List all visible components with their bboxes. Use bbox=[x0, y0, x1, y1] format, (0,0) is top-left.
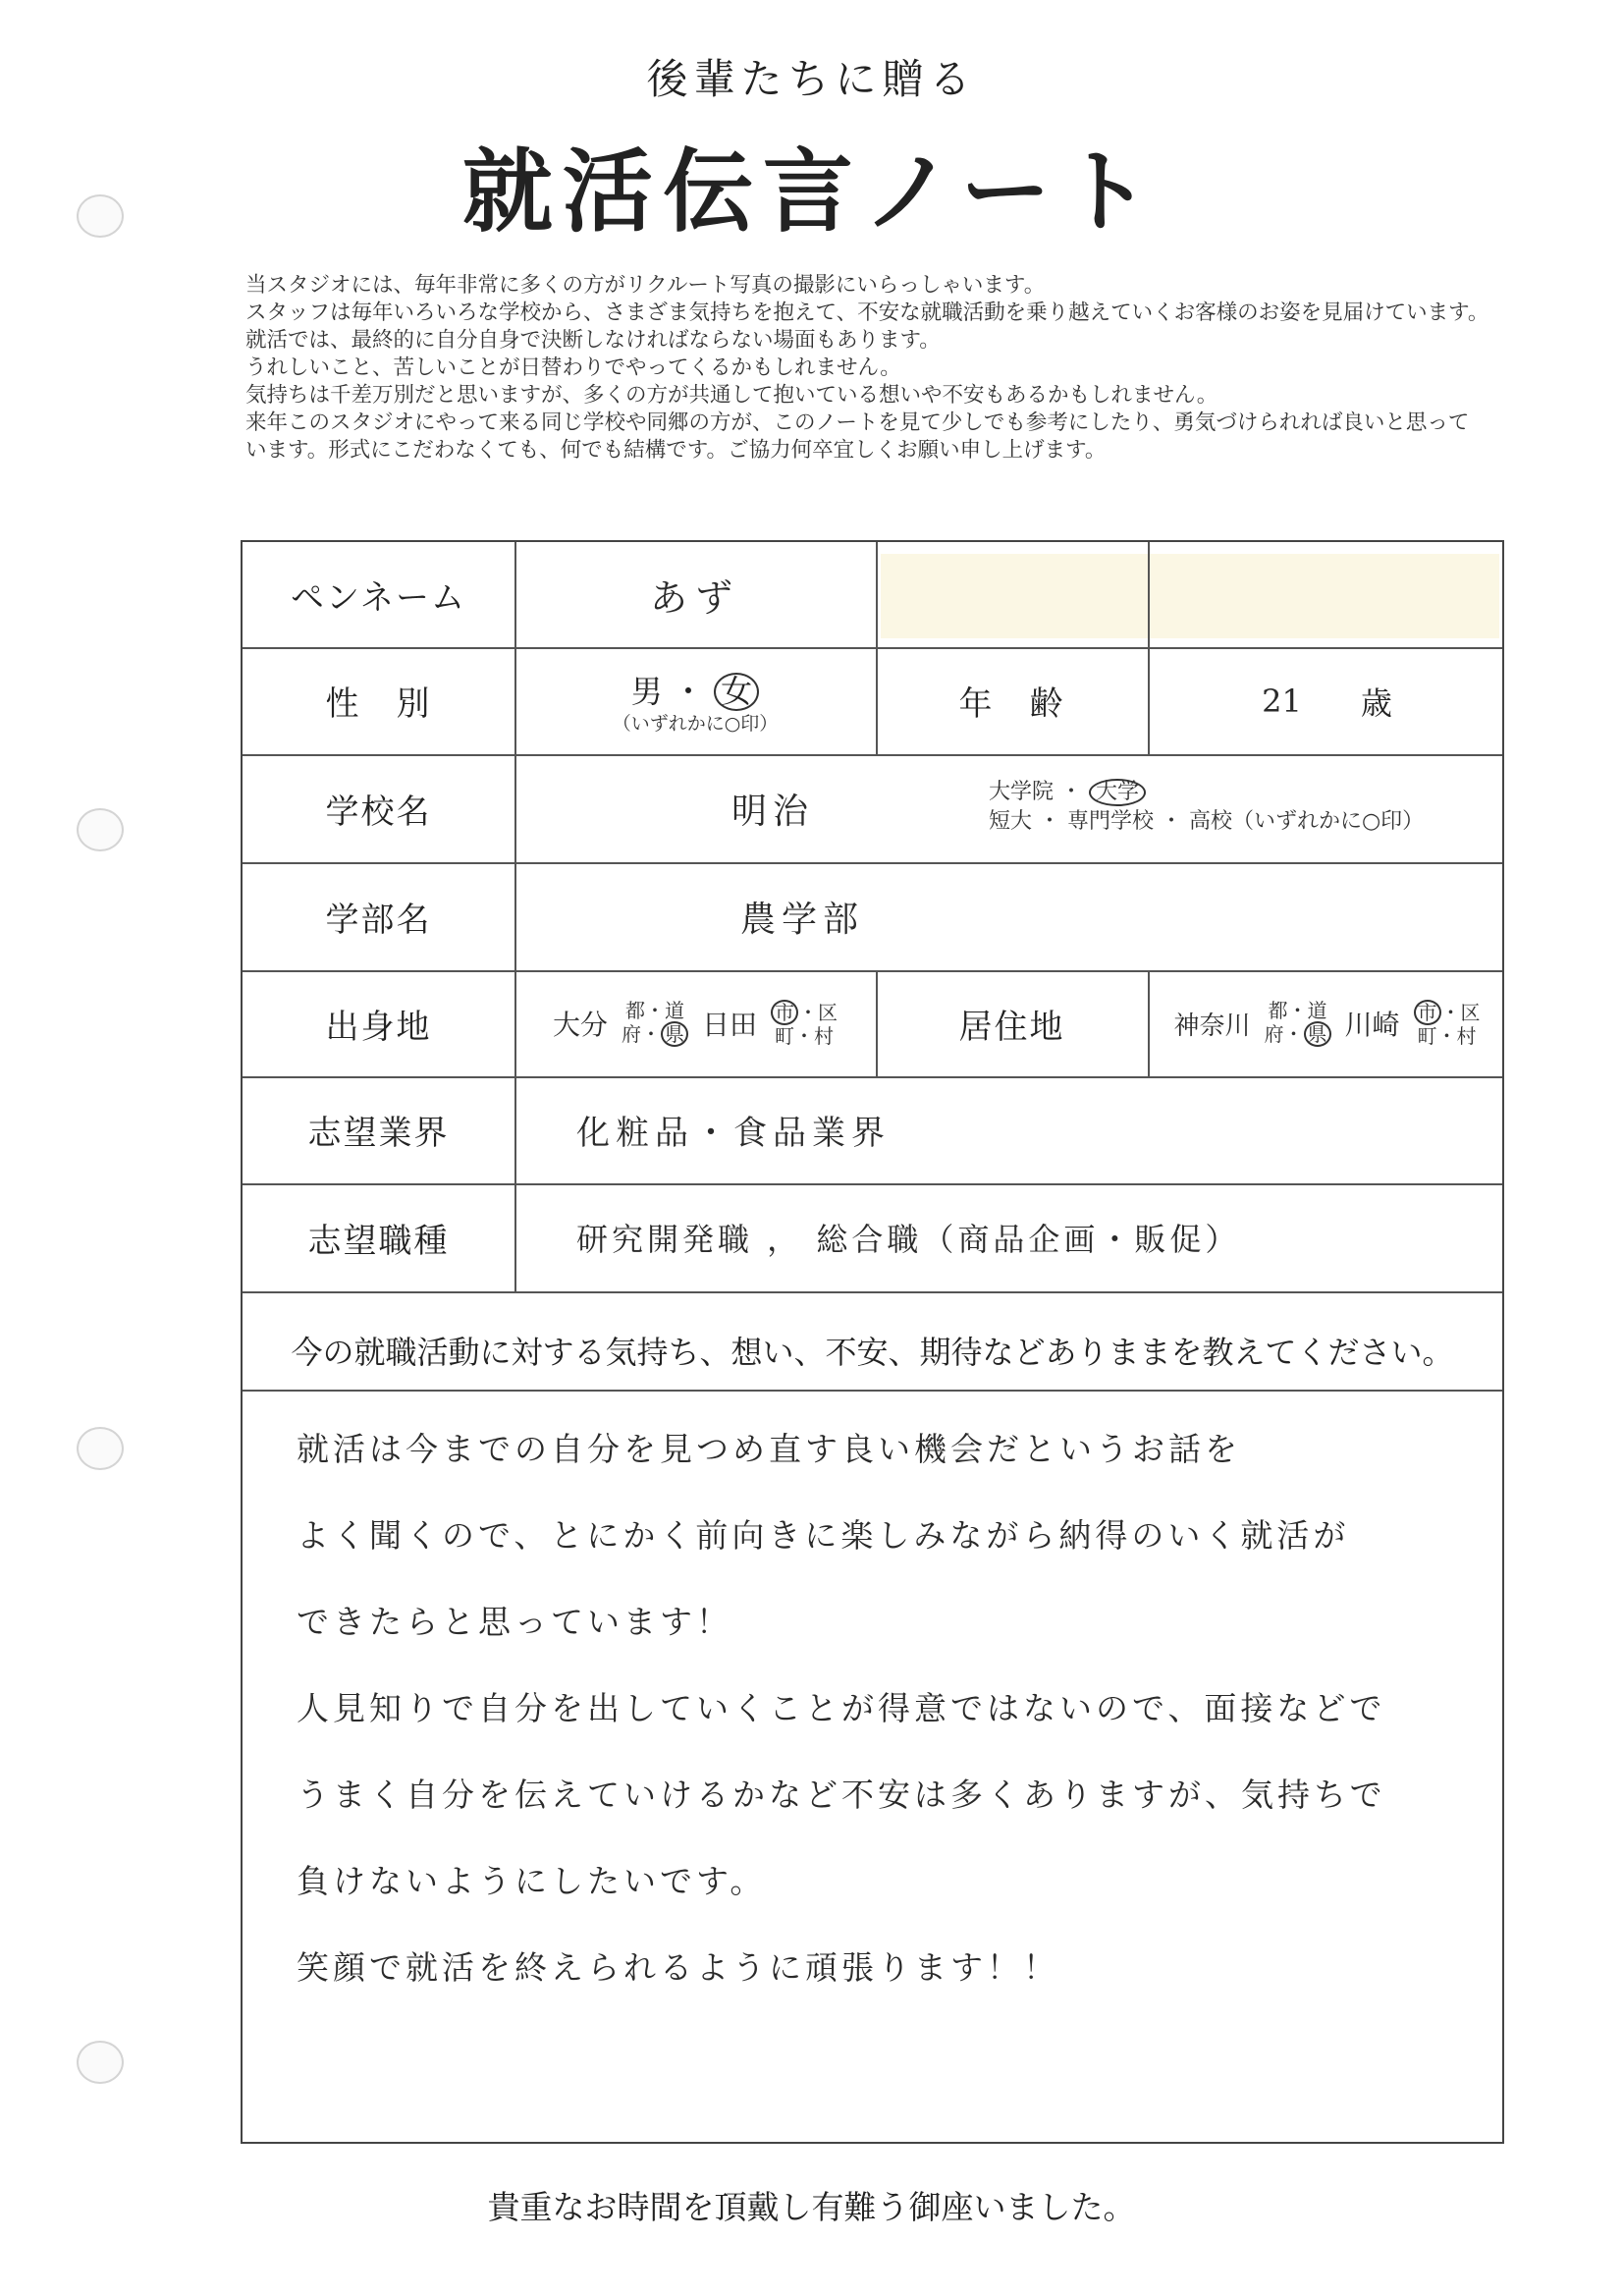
school-type-grad: 大学院 bbox=[989, 780, 1055, 804]
footer-thanks: 貴重なお時間を頂戴し有難う御座いました。 bbox=[487, 2188, 1136, 2226]
message-line: 笑顔で就活を終えられるように頑張ります！！ bbox=[297, 1948, 1059, 1987]
gender-male: 男 bbox=[630, 672, 663, 710]
school-value: 明治 bbox=[730, 791, 814, 832]
city-type-bottom: 町・村 bbox=[775, 1024, 835, 1048]
school-type bbox=[989, 778, 1424, 837]
prefecture-type bbox=[622, 1000, 688, 1047]
message-line: 負けないようにしたいです。 bbox=[297, 1862, 767, 1900]
industry-value: 化粧品・食品業界 bbox=[576, 1114, 891, 1153]
row-divider bbox=[243, 1291, 1502, 1293]
intro-line: 来年このスタジオにやって来る同じ学校や同郷の方が、このノートを見て少しでも参考にしたり、勇気づけられれば良いと思って bbox=[245, 410, 1470, 435]
school-type-university-circled: 大学 bbox=[1089, 779, 1146, 806]
hometown-field bbox=[514, 970, 876, 1076]
intro-line: 就活では、最終的に自分自身で決断しなければならない場面もあります。 bbox=[245, 328, 941, 353]
city-type-shi-circled: 市 bbox=[1414, 1000, 1441, 1025]
message-line: よく聞くので、とにかく前向きに楽しみながら納得のいく就活が bbox=[297, 1516, 1350, 1555]
faculty-label: 学部名 bbox=[325, 900, 432, 940]
form-table bbox=[241, 540, 1504, 2144]
subtitle: 後輩たちに贈る bbox=[646, 55, 977, 103]
residence-prefecture: 神奈川 bbox=[1173, 1011, 1251, 1041]
school-label: 学校名 bbox=[325, 792, 432, 832]
pen-name-label: ペンネーム bbox=[291, 578, 466, 618]
school-type-options: 短大 ・ 専門学校 ・ 高校（いずれかに○印） bbox=[989, 809, 1425, 834]
pref-type-fu: 府・ bbox=[622, 1022, 661, 1046]
hometown-label: 出身地 bbox=[325, 1007, 432, 1047]
message-line: できたらと思っています！ bbox=[297, 1603, 732, 1641]
school-type-sep: ・ bbox=[1060, 780, 1083, 804]
gender-separator: ・ bbox=[672, 672, 704, 710]
faculty-value: 農学部 bbox=[739, 899, 864, 940]
gender-female-circled: 女 bbox=[714, 673, 759, 711]
message-line: うまく自分を伝えていけるかなど不安は多くありますが、気持ちで bbox=[297, 1776, 1386, 1814]
intro-line: 当スタジオには、毎年非常に多くの方がリクルート写真の撮影にいらっしゃいます。 bbox=[245, 273, 1046, 298]
gender-label: 性 別 bbox=[325, 684, 432, 724]
residence-label: 居住地 bbox=[958, 1007, 1065, 1047]
city-type-ku: ・区 bbox=[1440, 1001, 1481, 1024]
job-value: 研究開発職 ， 総合職（商品企画・販促） bbox=[576, 1221, 1241, 1258]
job-label: 志望職種 bbox=[307, 1221, 450, 1261]
city-type bbox=[771, 1000, 838, 1047]
age-field bbox=[1148, 647, 1506, 754]
intro-text bbox=[245, 272, 1581, 465]
age-label: 年 齢 bbox=[958, 684, 1065, 724]
intro-line: 気持ちは千差万別だと思いますが、多くの方が共通して抱いている想いや不安もあるかもしれません。 bbox=[245, 383, 1218, 408]
row-divider bbox=[243, 1390, 1502, 1392]
pref-type-ken-circled: 県 bbox=[661, 1021, 688, 1047]
prefecture-type bbox=[1265, 1000, 1331, 1047]
age-value: 21 bbox=[1262, 682, 1302, 720]
pen-name-value: あず bbox=[649, 576, 740, 620]
gender-note: （いずれかに○印） bbox=[612, 712, 779, 735]
residence-field bbox=[1148, 970, 1506, 1076]
hometown-prefecture: 大分 bbox=[552, 1009, 608, 1041]
punch-hole bbox=[77, 808, 124, 851]
page-title: 就活伝言ノート bbox=[461, 139, 1162, 245]
intro-line: うれしいこと、苦しいことが日替わりでやってくるかもしれません。 bbox=[245, 355, 901, 380]
pref-type-ken-circled: 県 bbox=[1304, 1021, 1331, 1047]
age-unit: 歳 bbox=[1360, 683, 1392, 722]
punch-hole bbox=[77, 1427, 124, 1470]
message-line: 人見知りで自分を出していくことが得意ではないので、面接などで bbox=[297, 1689, 1386, 1727]
city-type-shi-circled: 市 bbox=[771, 1000, 798, 1025]
intro-line: スタッフは毎年いろいろな学校から、さまざま気持ちを抱えて、不安な就職活動を乗り越えていくお客様のお姿を見届けています。 bbox=[245, 301, 1489, 325]
hometown-city: 日田 bbox=[702, 1009, 758, 1041]
message-body bbox=[297, 1406, 1455, 2011]
message-prompt: 今の就職活動に対する気持ち、想い、不安、期待などありままを教えてください。 bbox=[291, 1334, 1454, 1371]
pref-type-fu: 府・ bbox=[1264, 1022, 1304, 1046]
city-type-ku: ・区 bbox=[798, 1001, 839, 1024]
industry-label: 志望業界 bbox=[307, 1114, 450, 1153]
pref-type-top: 都・道 bbox=[625, 999, 684, 1022]
intro-line: います。形式にこだわなくても、何でも結構です。ご協力何卒宜しくお願い申し上げます。 bbox=[245, 438, 1107, 463]
message-line: 就活は今までの自分を見つめ直す良い機会だというお話を bbox=[297, 1430, 1241, 1468]
residence-city: 川崎 bbox=[1344, 1009, 1400, 1041]
pref-type-top: 都・道 bbox=[1268, 999, 1327, 1022]
punch-hole bbox=[77, 2041, 124, 2084]
city-type-bottom: 町・村 bbox=[1417, 1024, 1477, 1048]
city-type bbox=[1414, 1000, 1481, 1047]
redacted-area bbox=[881, 554, 1499, 638]
gender-field bbox=[514, 647, 876, 754]
